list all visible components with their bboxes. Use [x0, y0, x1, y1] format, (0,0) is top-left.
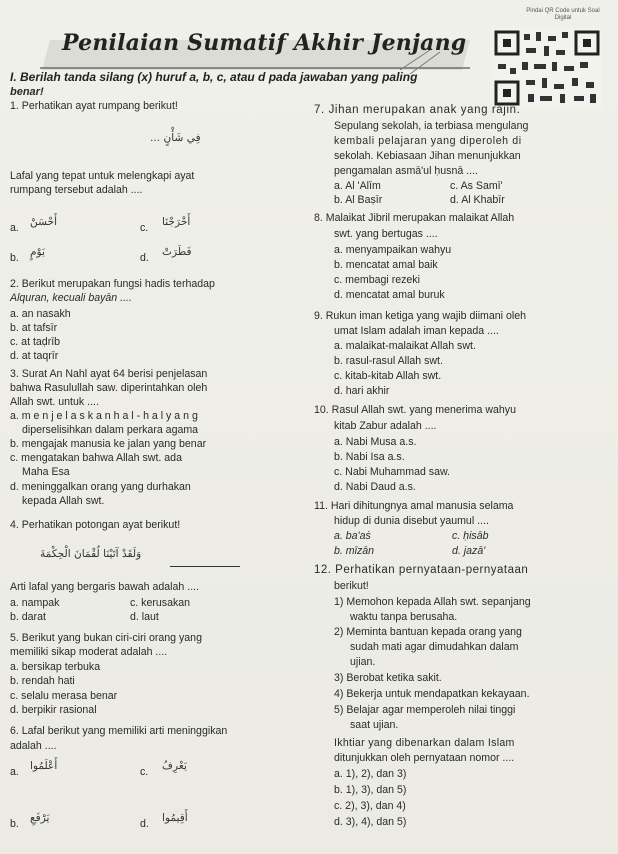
q7-option-c[interactable]: c. As Samī': [450, 180, 503, 192]
q7-line5: pengamalan asmā'ul ḥusnā ....: [334, 165, 478, 177]
q1-option-b-arabic[interactable]: يَوْمٍ: [30, 246, 45, 258]
q12-option-b[interactable]: b. 1), 3), dan 5): [334, 784, 407, 796]
q8-line1: 8. Malaikat Jibril merupakan malaikat Allah: [314, 212, 515, 224]
q1-option-a-label[interactable]: a.: [10, 222, 19, 234]
q4-underline: [170, 566, 240, 567]
q6-option-d-label[interactable]: d.: [140, 818, 149, 830]
q7-line2: Sepulang sekolah, ia terbiasa mengulang: [334, 120, 529, 132]
q12-statement-5-cont: saat ujian.: [350, 719, 399, 731]
q1-option-d-arabic[interactable]: فَطَرَتْ: [162, 246, 192, 258]
q11-option-d[interactable]: d. jazā': [452, 545, 486, 557]
q7-option-a[interactable]: a. Al 'Alīm: [334, 180, 381, 192]
q11-option-a[interactable]: a. ba'aṡ: [334, 530, 371, 542]
q9-option-a[interactable]: a. malaikat-malaikat Allah swt.: [334, 340, 476, 352]
q12-statement-2-cont2: ujian.: [350, 656, 376, 668]
q1-option-d-label[interactable]: d.: [140, 252, 149, 264]
q12-line2: berikut!: [334, 580, 369, 592]
q2-line2: Alquran, kecuali bayān ....: [10, 292, 132, 304]
q12-statement-4: 4) Bekerja untuk mendapatkan kekayaan.: [334, 688, 530, 700]
q2-line1: 2. Berikut merupakan fungsi hadis terhadap: [10, 278, 215, 290]
q6-option-c-label[interactable]: c.: [140, 766, 149, 778]
q2-option-a[interactable]: a. an nasakh: [10, 308, 71, 320]
q3-line1: 3. Surat An Nahl ayat 64 berisi penjelasan: [10, 368, 208, 380]
q12-line3: Ikhtiar yang dibenarkan dalam Islam: [334, 737, 515, 749]
q3-option-d[interactable]: d. meninggalkan orang yang durhakan: [10, 481, 191, 493]
q10-option-c[interactable]: c. Nabi Muhammad saw.: [334, 466, 450, 478]
q8-option-b[interactable]: b. mencatat amal baik: [334, 259, 438, 271]
q1-line2: Lafal yang tepat untuk melengkapi ayat: [10, 170, 195, 182]
q6-option-d-arabic[interactable]: أَقِيمُوا: [162, 812, 188, 824]
q1-option-a-arabic[interactable]: أَحْسَنْ: [30, 216, 58, 228]
q12-line4: ditunjukkan oleh pernyataan nomor ....: [334, 752, 515, 764]
q3-option-d-cont: kepada Allah swt.: [22, 495, 105, 507]
q4-arabic: وَلَقَدْ آتَيْنَا لُقْمَانَ الْحِكْمَةَ: [40, 548, 142, 560]
qr-code-icon: [492, 28, 602, 108]
q1-stem: 1. Perhatikan ayat rumpang berikut!: [10, 100, 178, 112]
q3-option-a[interactable]: a. m e n j e l a s k a n h a l - h a l y a n g: [10, 410, 198, 422]
q12-option-d[interactable]: d. 3), 4), dan 5): [334, 816, 407, 828]
q3-line3: Allah swt. untuk ....: [10, 396, 99, 408]
q2-option-b[interactable]: b. at tafsīr: [10, 322, 58, 334]
q6-option-b-arabic[interactable]: يَرْفَعِ: [30, 812, 50, 824]
q8-option-a[interactable]: a. menyampaikan wahyu: [334, 244, 452, 256]
q10-option-d[interactable]: d. Nabi Daud a.s.: [334, 481, 416, 493]
q10-line2: kitab Zabur adalah ....: [334, 420, 437, 432]
q6-line1: 6. Lafal berikut yang memiliki arti meninggikan: [10, 725, 228, 737]
q11-line1: 11. Hari dihitungnya amal manusia selama: [314, 500, 514, 512]
q3-option-b[interactable]: b. mengajak manusia ke jalan yang benar: [10, 438, 207, 450]
q2-option-c[interactable]: c. at taḍrīb: [10, 336, 61, 348]
q5-option-a[interactable]: a. bersikap terbuka: [10, 661, 101, 673]
q11-option-c[interactable]: c. ḥisāb: [452, 530, 489, 542]
q12-statement-3: 3) Berobat ketika sakit.: [334, 672, 442, 684]
q9-option-b[interactable]: b. rasul-rasul Allah swt.: [334, 355, 443, 367]
q4-line1: 4. Perhatikan potongan ayat berikut!: [10, 519, 181, 531]
q4-option-c[interactable]: c. kerusakan: [130, 597, 191, 609]
q5-line2: memiliki sikap moderat adalah ....: [10, 646, 168, 658]
q1-option-c-label[interactable]: c.: [140, 222, 149, 234]
q4-option-b[interactable]: b. darat: [10, 611, 46, 623]
instruction-cont: benar!: [10, 86, 44, 98]
q12-statement-5: 5) Belajar agar memperoleh nilai tinggi: [334, 704, 516, 716]
q11-line2: hidup di dunia disebut yaumul ....: [334, 515, 489, 527]
q3-line2: bahwa Rasulullah saw. diperintahkan oleh: [10, 382, 208, 394]
q10-line1: 10. Rasul Allah swt. yang menerima wahyu: [314, 404, 516, 416]
q12-option-a[interactable]: a. 1), 2), dan 3): [334, 768, 407, 780]
q5-line1: 5. Berikut yang bukan ciri-ciri orang yang: [10, 632, 202, 644]
q1-option-c-arabic[interactable]: أَخْرَجْنَا: [162, 216, 191, 228]
q3-option-c[interactable]: c. mengatakan bahwa Allah swt. ada: [10, 452, 182, 464]
q8-option-c[interactable]: c. membagi rezeki: [334, 274, 420, 286]
q12-option-c[interactable]: c. 2), 3), dan 4): [334, 800, 406, 812]
q7-option-b[interactable]: b. Al Baṣīr: [334, 194, 383, 206]
q8-option-d[interactable]: d. mencatat amal buruk: [334, 289, 445, 301]
q9-option-c[interactable]: c. kitab-kitab Allah swt.: [334, 370, 442, 382]
q6-option-a-arabic[interactable]: أَعْلَمُوا: [30, 760, 58, 772]
q12-statement-1: 1) Memohon kepada Allah swt. sepanjang: [334, 596, 531, 608]
qr-label: Pindai QR Code untuk Soal Digital: [526, 8, 600, 21]
q12-statement-2-cont: sudah mati agar dimudahkan dalam: [350, 641, 519, 653]
q6-option-c-arabic[interactable]: يَعْرِفُ: [162, 760, 187, 772]
q4-line2: Arti lafal yang bergaris bawah adalah ....: [10, 581, 200, 593]
q3-option-a-cont: diperselisihkan dalam perkara agama: [22, 424, 199, 436]
q5-option-c[interactable]: c. selalu merasa benar: [10, 690, 118, 702]
q9-option-d[interactable]: d. hari akhir: [334, 385, 390, 397]
q7-line4: sekolah. Kebiasaan Jihan menunjukkan: [334, 150, 521, 162]
q10-option-a[interactable]: a. Nabi Musa a.s.: [334, 436, 417, 448]
q5-option-b[interactable]: b. rendah hati: [10, 675, 75, 687]
q3-option-c-cont: Maha Esa: [22, 466, 70, 478]
q10-option-b[interactable]: b. Nabi Isa a.s.: [334, 451, 405, 463]
q8-line2: swt. yang bertugas ....: [334, 228, 438, 240]
q9-line1: 9. Rukun iman ketiga yang wajib diimani oleh: [314, 310, 526, 322]
q1-arabic: ... ﻓِﻲ ﺷَﺄْنٍ: [150, 132, 201, 144]
q6-line2: adalah ....: [10, 740, 57, 752]
q1-line3: rumpang tersebut adalah ....: [10, 184, 143, 196]
q11-option-b[interactable]: b. mīzān: [334, 545, 375, 557]
q7-option-d[interactable]: d. Al Khabīr: [450, 194, 505, 206]
q7-line3: kembali pelajaran yang diperoleh di: [334, 135, 522, 147]
q4-option-d[interactable]: d. laut: [130, 611, 159, 623]
q2-option-d[interactable]: d. at taqrīr: [10, 350, 59, 362]
q12-statement-2: 2) Meminta bantuan kepada orang yang: [334, 626, 522, 638]
instruction: I. Berilah tanda silang (x) huruf a, b, c, atau d pada jawaban yang paling: [10, 70, 418, 84]
q6-option-b-label[interactable]: b.: [10, 818, 19, 830]
q1-option-b-label[interactable]: b.: [10, 252, 19, 264]
q12-line1: 12. Perhatikan pernyataan-pernyataan: [314, 564, 529, 576]
q4-option-a[interactable]: a. nampak: [10, 597, 60, 609]
q9-line2: umat Islam adalah iman kepada ....: [334, 325, 499, 337]
page-title: Penilaian Sumatif Akhir Jenjang: [62, 30, 467, 56]
q12-statement-1-cont: waktu tanpa berusaha.: [350, 611, 458, 623]
q7-line1: 7. Jihan merupakan anak yang rajin.: [314, 104, 521, 116]
q5-option-d[interactable]: d. berpikir rasional: [10, 704, 97, 716]
q6-option-a-label[interactable]: a.: [10, 766, 19, 778]
